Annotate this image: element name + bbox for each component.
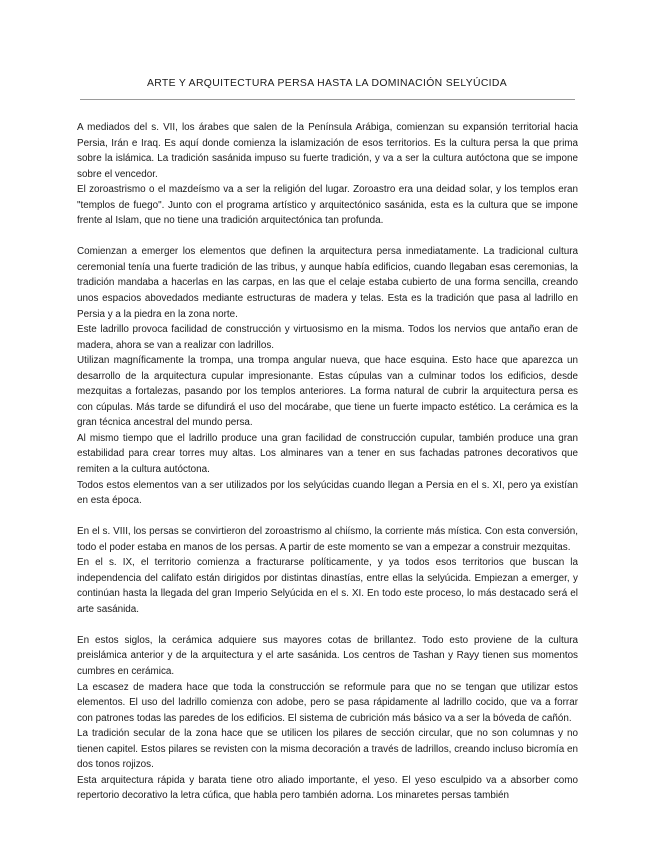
paragraph-spacer — [77, 617, 578, 633]
paragraph: Al mismo tiempo que el ladrillo produce una gran facilidad de construcción cupular, también produce una gran estabilidad para crear torres muy altas. Los alminares van a tener en sus fachadas patrones decorativos que remiten a la cultura autóctona. — [77, 432, 578, 475]
paragraph: En el s. VIII, los persas se convirtieron del zoroastrismo al chiísmo, la corriente más mística. Con esta conversión, todo el poder estaba en manos de los persas. A partir de este momento se van a empezar a construir mezquitas. — [77, 526, 578, 553]
paragraph: Este ladrillo provoca facilidad de construcción y virtuosismo en la misma. Todos los nervios que antaño eran de madera, ahora se van a realizar con ladrillos. — [77, 324, 578, 351]
paragraph: A mediados del s. VII, los árabes que salen de la Península Arábiga, comienzan su expansión territorial hacia Persia, Irán e Iraq. Es aquí donde comienza la islamización de esos territorios. Es la cultura persa la que prima sobre la islámica. La tradición sasánida impuso su fuerte tradición, y va a ser la cultura autóctona que se impone sobre el vencedor. — [77, 122, 578, 180]
paragraph: Todos estos elementos van a ser utilizados por los selyúcidas cuando llegan a Persia en el s. XI, pero ya existían en esta época. — [77, 479, 578, 507]
paragraph-spacer — [77, 229, 578, 245]
paragraph: El zoroastrismo o el mazdeísmo va a ser la religión del lugar. Zoroastro era una deidad solar, y los templos eran "templos de fuego". Junto con el programa artístico y arquitectónico sasánida, esta es la cultura que se impone frente al Islam, que no tiene una tradición arquitectónica tan profunda. — [77, 184, 578, 227]
paragraph: Utilizan magníficamente la trompa, una trompa angular nueva, que hace esquina. Esto hace que aparezca un desarrollo de la arquitectura cupular impresionante. Estas cúpulas van a culminar todos los edificios, desde mezquitas a fortalezas, pasando por los templos anteriores. La forma natural de cubrir la arquitectura persa es con cúpulas. Más tarde se difundirá el uso del mocárabe, que tiene un fuerte impacto estético. La cerámica es la gran técnica ancestral del mundo persa. — [77, 355, 578, 429]
paragraph: La escasez de madera hace que toda la construcción se reformule para que no se tengan que utilizar estos elementos. El uso del ladrillo comienza con adobe, pero se pasa rápidamente al ladrillo cocido, que va a forrar con patrones todas las paredes de los edificios. El sistema de cubrición más básico va a ser la bóveda de cañón. — [77, 681, 578, 724]
title-divider — [80, 99, 575, 100]
paragraph: La tradición secular de la zona hace que se utilicen los pilares de sección circular, que no son columnas y no tienen capitel. Estos pilares se revisten con la misma decoración a través de ladrillos, creando incluso bicromía en dos tonos rojizos. — [77, 728, 578, 771]
document-body — [77, 120, 578, 802]
paragraph: En estos siglos, la cerámica adquiere sus mayores cotas de brillantez. Todo esto proviene de la cultura preislámica anterior y de la arquitectura y el arte sasánida. Los centros de Tashan y Rayy tienen sus momentos cumbres en cerámica. — [77, 634, 578, 677]
paragraph: Comienzan a emerger los elementos que definen la arquitectura persa inmediatamente. La tradicional cultura ceremonial tenía una fuerte tradición de las tribus, y aunque había edificios, cuando llegaban esas ceremonias, la tradición mandaba a hacerlas en las carpas, en las que el celaje estaba cubierto de una forma sencilla, creando unos espacios abovedados mediante estructuras de madera y telas. Esta es la tradición que pasa al ladrillo en Persia y a la piedra en la zona norte. — [77, 246, 578, 320]
paragraph-spacer — [77, 509, 578, 525]
document-title: ARTE Y ARQUITECTURA PERSA HASTA LA DOMINACIÓN SELYÚCIDA — [146, 78, 508, 89]
paragraph: En el s. IX, el territorio comienza a fracturarse políticamente, y ya todos esos territorios que buscan la independencia del califato están dirigidos por distintas dinastías, entre ellas la selyúcida. Empiezan a emerger, y continúan hasta la llegada del gran Imperio Selyúcida en el s. XI. En todo este proceso, lo más destacado será el arte sasánida. — [77, 557, 578, 615]
paragraph: Esta arquitectura rápida y barata tiene otro aliado importante, el yeso. El yeso esculpido va a absorber como repertorio decorativo la letra cúfica, que habla pero también adorna. Los minaretes persas también — [77, 774, 578, 802]
